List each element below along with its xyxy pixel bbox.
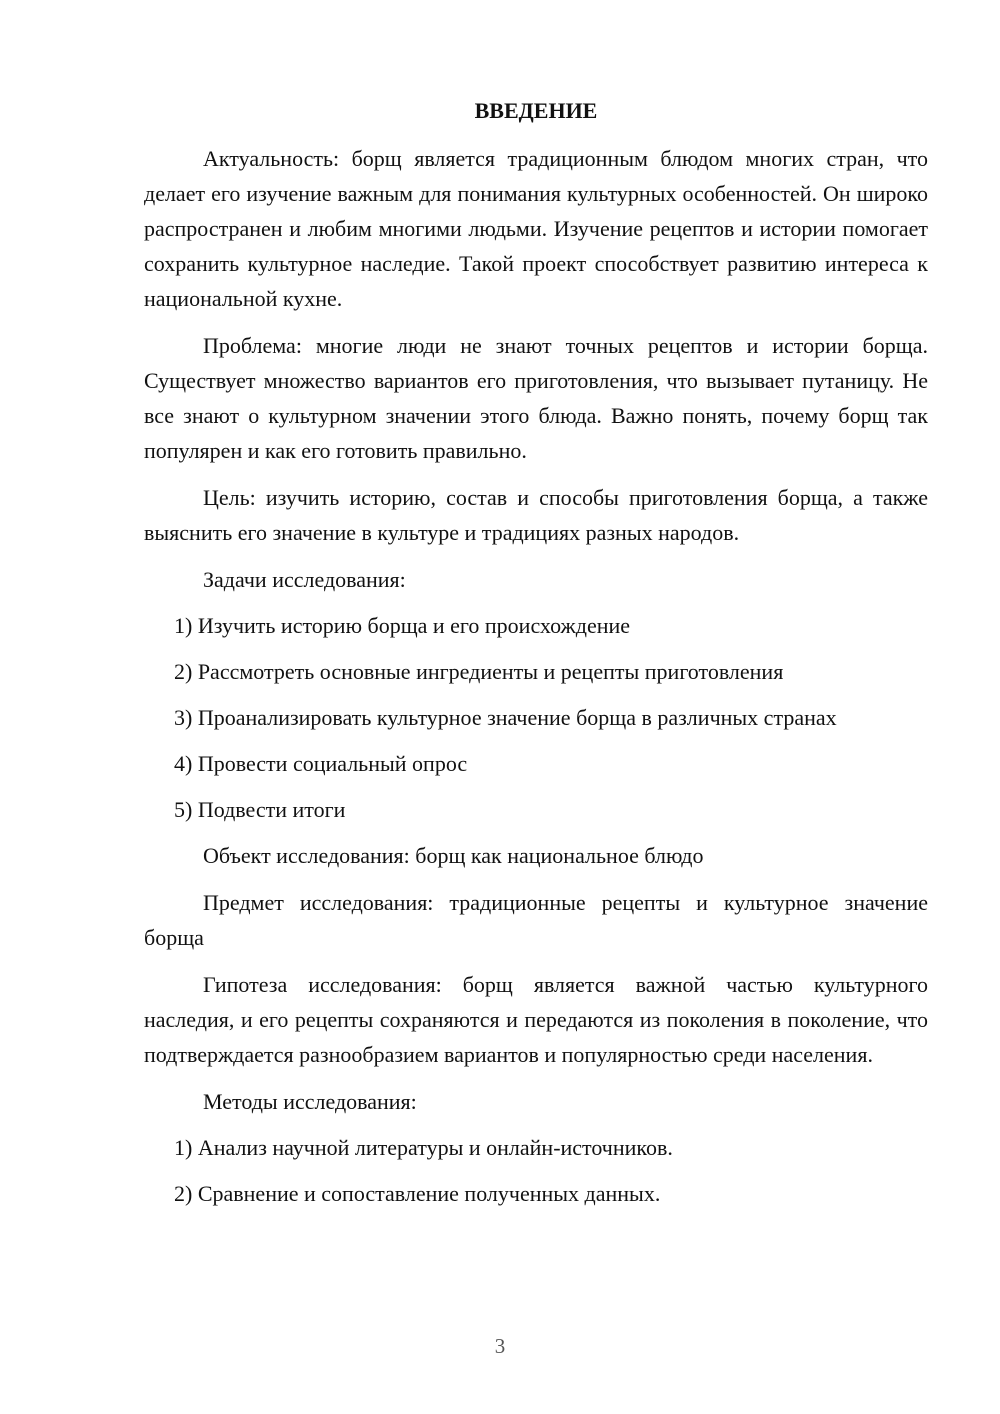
task-item-2: 2) Рассмотреть основные ингредиенты и рецепты приготовления [174,659,784,684]
goal-paragraph: Цель: изучить историю, состав и способы приготовления борща, а также выяснить его значение в культуре и традициях разных народов. [144,485,928,545]
task-item-3: 3) Проанализировать культурное значение борща в различных странах [174,705,837,730]
problem-paragraph: Проблема: многие люди не знают точных рецептов и истории борща. Существует множество вариантов его приготовления, что вызывает путаницу. Не все знают о культурном значении этого блюда. Важно понять, почему борщ так популярен и как его готовить правильно. [144,333,928,463]
methods-heading: Методы исследования: [203,1089,417,1114]
method-item-1: 1) Анализ научной литературы и онлайн-источников. [174,1135,673,1160]
task-item-4: 4) Провести социальный опрос [174,751,468,776]
page-title: ВВЕДЕНИЕ [474,98,598,123]
subject-paragraph: Предмет исследования: традиционные рецепты и культурное значение борща [144,890,928,950]
task-item-5: 5) Подвести итоги [174,797,346,822]
hypothesis-paragraph: Гипотеза исследования: борщ является важной частью культурного наследия, и его рецепты сохраняются и передаются из поколения в поколение, что подтверждается разнообразием вариантов и популярностью среди населения. [144,972,928,1067]
page-number: 3 [494,1334,506,1358]
relevance-paragraph: Актуальность: борщ является традиционным блюдом многих стран, что делает его изучение важным для понимания культурных особенностей. Он широко распространен и любим многими людьми. Изучение рецептов и истории помогает сохранить культурное наследие. Такой проект способствует развитию интереса к национальной кухне. [144,146,928,311]
method-item-2: 2) Сравнение и сопоставление полученных данных. [174,1181,661,1206]
tasks-heading: Задачи исследования: [203,567,406,592]
document-page [144,95,928,1222]
object-paragraph: Объект исследования: борщ как национальное блюдо [203,843,704,868]
task-item-1: 1) Изучить историю борща и его происхождение [174,613,631,638]
